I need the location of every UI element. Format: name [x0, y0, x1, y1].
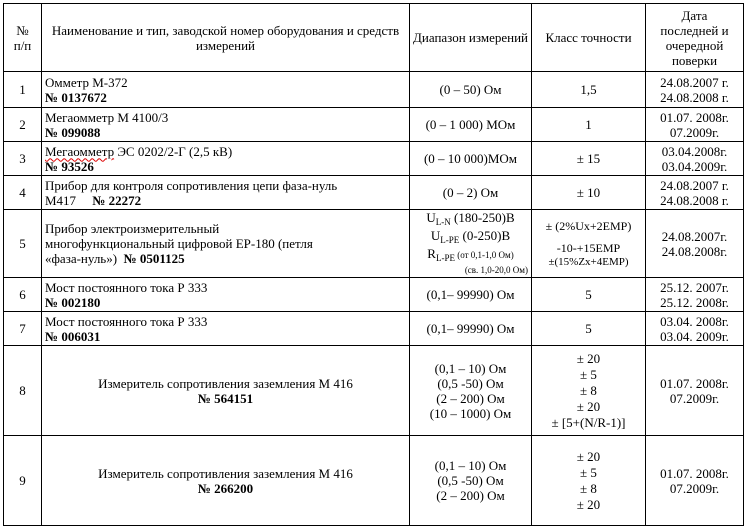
accuracy-line: ± 8	[580, 382, 597, 398]
row-date	[646, 312, 744, 346]
serial-number: № 099088	[45, 124, 101, 140]
row-name	[42, 108, 410, 142]
date-last: 03.04.2008г.	[661, 143, 728, 159]
header-date-line: поверки	[671, 52, 718, 68]
serial-number: № 002180	[45, 294, 101, 310]
row-accuracy	[532, 210, 646, 278]
row-range: (0 – 2) Ом	[410, 176, 532, 210]
row-name	[42, 312, 410, 346]
range-line: (10 – 1000) Ом	[429, 405, 512, 421]
row-name	[42, 210, 410, 278]
equipment-name: Измеритель сопротивления заземления М 416	[98, 375, 353, 391]
date-last: 01.07. 2008г.	[660, 109, 729, 125]
row-date	[646, 176, 744, 210]
header-num-line: №	[16, 22, 29, 38]
row-date	[646, 436, 744, 526]
equipment-name-type: Мегаомметр	[45, 143, 115, 159]
row-date	[646, 108, 744, 142]
row-num: 5	[4, 210, 42, 278]
row-date	[646, 278, 744, 312]
accuracy-line: ± [5+(N/R-1)]	[551, 414, 626, 430]
range-subscript: L-PE	[435, 253, 455, 263]
row-date	[646, 142, 744, 176]
equipment-name: Измеритель сопротивления заземления М 416	[98, 465, 353, 481]
date-next: 24.08.2008г.	[661, 243, 728, 259]
serial-number: № 564151	[197, 390, 254, 406]
equipment-name: Мост постоянного тока Р 333	[45, 313, 208, 329]
range-symbol: U	[430, 228, 441, 243]
serial-number: № 266200	[197, 480, 254, 496]
row-accuracy	[532, 436, 646, 526]
row-range	[410, 210, 532, 278]
range-subscript: L-N	[435, 217, 451, 227]
row-num: 3	[4, 142, 42, 176]
range-line: (2 – 200) Ом	[436, 390, 505, 406]
equipment-name-cont: многофункциональный цифровой ЕР-180 (петля	[45, 236, 313, 251]
equipment-model: М417	[45, 192, 77, 208]
row-range	[410, 346, 532, 436]
row-accuracy: 1,5	[532, 72, 646, 108]
equipment-name: Мост постоянного тока Р 333	[45, 279, 208, 295]
equipment-table	[3, 3, 744, 526]
accuracy-line: ± 20	[576, 496, 601, 512]
row-date	[646, 210, 744, 278]
range-line	[413, 211, 528, 229]
range-value: (180-250)В	[450, 210, 515, 225]
table-row	[4, 312, 744, 346]
header-row	[4, 4, 744, 72]
row-range: (0,1– 99990) Ом	[410, 278, 532, 312]
row-name	[42, 278, 410, 312]
row-num: 4	[4, 176, 42, 210]
row-name	[42, 72, 410, 108]
serial-number: № 006031	[45, 328, 101, 344]
date-last: 24.08.2007 г.	[660, 177, 729, 193]
date-next: 25.12. 2008г.	[660, 294, 729, 310]
accuracy-line: ± 20	[576, 350, 601, 366]
range-line: (0,5 -50) Ом	[437, 375, 504, 391]
row-num: 1	[4, 72, 42, 108]
serial-number: № 0501125	[123, 251, 185, 266]
range-line	[413, 229, 528, 247]
header-date-line: последней и	[660, 22, 729, 38]
range-subscript: L-PE	[440, 235, 460, 245]
row-num: 9	[4, 436, 42, 526]
equipment-name-model: ЭС 0202/2-Г (2,5 кВ)	[114, 143, 233, 159]
accuracy-line: ± (2%Ux+2ЕМР)	[545, 218, 632, 233]
row-num: 6	[4, 278, 42, 312]
table-row	[4, 176, 744, 210]
equipment-name: Омметр М-372	[45, 74, 128, 90]
row-accuracy: ± 15	[532, 142, 646, 176]
accuracy-line: -10-+15ЕМР	[556, 240, 621, 255]
date-last: 01.07. 2008г.	[660, 375, 729, 391]
row-num: 2	[4, 108, 42, 142]
equipment-name: Прибор для контроля сопротивления цепи фаза-нуль	[45, 177, 338, 193]
date-last: 25.12. 2007г.	[660, 279, 729, 295]
header-accuracy: Класс точности	[532, 4, 646, 72]
row-range: (0 – 1 000) МОм	[410, 108, 532, 142]
row-name	[42, 436, 410, 526]
date-next: 07.2009г.	[669, 390, 720, 406]
row-accuracy: ± 10	[532, 176, 646, 210]
accuracy-line: ±(15%Zx+4ЕМР)	[548, 255, 629, 268]
table-row	[4, 278, 744, 312]
row-date	[646, 346, 744, 436]
range-line: (0,5 -50) Ом	[437, 473, 504, 488]
date-next: 03.04. 2009г.	[660, 328, 729, 344]
date-next: 03.04.2009г.	[661, 158, 728, 174]
range-value: (св. 1,0-20,0 Ом)	[464, 265, 528, 275]
date-last: 03.04. 2008г.	[660, 313, 729, 329]
header-name: Наименование и тип, заводской номер оборудования и средств измерений	[42, 4, 410, 72]
row-accuracy	[532, 346, 646, 436]
accuracy-line: ± 20	[576, 448, 601, 464]
range-line	[413, 247, 528, 265]
date-next: 24.08.2008 г.	[660, 89, 729, 105]
accuracy-line: ± 5	[580, 464, 597, 480]
equipment-name-cont	[45, 251, 406, 266]
row-date	[646, 72, 744, 108]
row-accuracy: 5	[532, 278, 646, 312]
range-value: (0-250)В	[459, 228, 511, 243]
row-range: (0,1– 99990) Ом	[410, 312, 532, 346]
accuracy-line: ± 8	[580, 480, 597, 496]
range-line: (0,1 – 10) Ом	[434, 458, 507, 473]
header-date-line: очередной	[665, 37, 724, 53]
table-row	[4, 142, 744, 176]
row-name	[42, 346, 410, 436]
table-row	[4, 72, 744, 108]
header-range: Диапазон измерений	[410, 4, 532, 72]
date-last: 24.08.2007г.	[661, 228, 728, 244]
range-line: (0,1 – 10) Ом	[434, 360, 507, 376]
accuracy-line: ± 5	[580, 366, 597, 382]
row-name	[42, 176, 410, 210]
range-line: (2 – 200) Ом	[436, 488, 505, 503]
spacer	[535, 233, 642, 241]
row-range	[410, 436, 532, 526]
date-next: 07.2009г.	[669, 124, 720, 140]
equipment-name-tail: «фаза-нуль»)	[45, 251, 118, 266]
date-next: 24.08.2008 г.	[660, 192, 729, 208]
header-num	[4, 4, 42, 72]
accuracy-line: ± 20	[576, 398, 601, 414]
row-range: (0 – 10 000)МОм	[410, 142, 532, 176]
serial-number: № 93526	[45, 158, 94, 174]
date-last: 24.08.2007 г.	[660, 74, 729, 90]
range-symbol: U	[426, 210, 436, 225]
range-value: (от 0,1-1,0 Ом)	[454, 250, 514, 260]
row-num: 7	[4, 312, 42, 346]
date-next: 07.2009г.	[669, 480, 720, 496]
date-last: 01.07. 2008г.	[660, 465, 729, 481]
range-symbol: R	[427, 246, 436, 261]
header-date	[646, 4, 744, 72]
table-row	[4, 436, 744, 526]
equipment-name-cont	[45, 193, 406, 208]
table-row	[4, 210, 744, 278]
row-accuracy: 1	[532, 108, 646, 142]
row-num: 8	[4, 346, 42, 436]
row-name	[42, 142, 410, 176]
equipment-name	[45, 144, 406, 159]
header-num-line: п/п	[13, 37, 32, 53]
table-row	[4, 346, 744, 436]
equipment-name: Прибор электроизмерительный	[45, 221, 220, 236]
table-row	[4, 108, 744, 142]
serial-number: № 0137672	[45, 89, 107, 105]
row-accuracy: 5	[532, 312, 646, 346]
serial-number: № 22272	[92, 192, 142, 208]
row-range: (0 – 50) Ом	[410, 72, 532, 108]
equipment-name: Мегаомметр М 4100/3	[45, 109, 169, 125]
header-date-line: Дата	[681, 7, 708, 23]
